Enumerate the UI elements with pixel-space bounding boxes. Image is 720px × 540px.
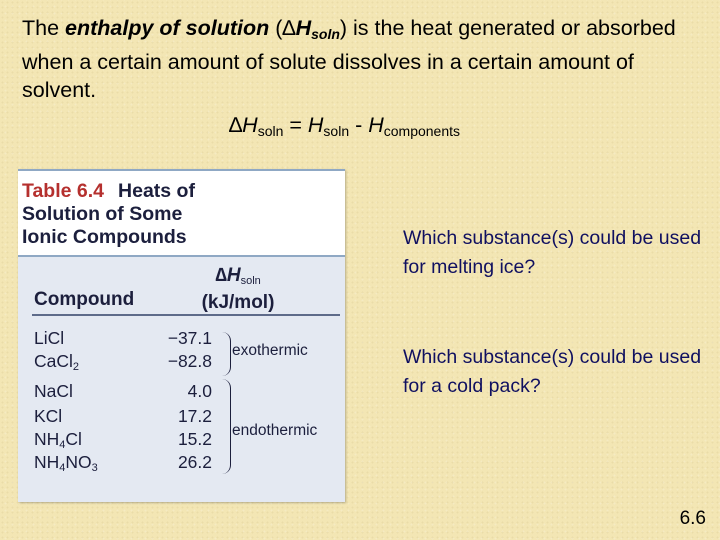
column-header-compound: Compound <box>34 289 135 310</box>
enthalpy-symbol: H <box>295 16 312 40</box>
intro-text-1: The <box>22 16 66 40</box>
formula-h2: H <box>307 113 324 137</box>
dh-subscript: soln <box>240 275 261 287</box>
formula-minus: - <box>349 113 369 137</box>
formula-sub3: components <box>383 123 461 139</box>
formula-h1: H <box>242 113 258 137</box>
formula-h3: H <box>368 113 384 137</box>
exothermic-label: exothermic <box>232 342 308 359</box>
compound-name: NaCl <box>34 381 73 401</box>
table-header <box>18 169 345 258</box>
compound-value: −82.8 <box>167 351 212 371</box>
compound-name: CaCl$_2$ <box>34 351 80 373</box>
formula-equals: = <box>283 113 308 137</box>
compound-name: KCl <box>34 406 63 426</box>
compound-value: 4.0 <box>187 381 212 401</box>
enthalpy-subscript: soln <box>311 26 340 42</box>
table-title-line1: Heats of <box>118 180 195 202</box>
page-number: 6.6 <box>679 508 706 529</box>
table-number: Table 6.4 <box>22 180 105 202</box>
question-melting-ice: Which substance(s) could be used for melting ice? <box>403 227 702 278</box>
table-row <box>18 381 345 404</box>
compound-value: 15.2 <box>177 429 212 449</box>
table-title-line2: Solution of Some <box>22 203 183 225</box>
intro-text-2: (∆ <box>269 16 296 40</box>
intro-text-3: ) is the heat generated or absorbed when a certain amount of solute dissolves in a certain amount of solvent. <box>22 16 676 102</box>
endothermic-label: endothermic <box>232 422 318 439</box>
compound-value: 26.2 <box>177 452 212 472</box>
compound-name: LiCl <box>34 328 65 348</box>
table-title-line3: Ionic Compounds <box>22 226 187 248</box>
formula-sub1: soln <box>257 123 284 139</box>
dh-unit: (kJ/mol) <box>201 292 275 313</box>
compound-value: −37.1 <box>167 328 212 348</box>
dh-delta: ∆ <box>215 265 227 286</box>
table-title <box>22 180 322 249</box>
column-header-dh <box>192 265 284 313</box>
compound-name: $NH_4NO_3$ <box>34 452 98 474</box>
formula-sub2: soln <box>323 123 350 139</box>
intro-paragraph <box>22 14 712 104</box>
header-rule <box>32 314 340 316</box>
heats-of-solution-table <box>18 169 345 502</box>
question-cold-pack: Which substance(s) could be used for a cold pack? <box>403 346 702 397</box>
formula-delta: ∆ <box>229 113 243 137</box>
table-row <box>18 452 345 475</box>
exothermic-bracket <box>222 332 231 376</box>
term-enthalpy-of-solution: enthalpy of solution <box>65 16 270 40</box>
compound-value: 17.2 <box>177 406 212 426</box>
endothermic-bracket <box>222 379 231 474</box>
enthalpy-formula <box>229 113 460 139</box>
dh-symbol: H <box>226 265 241 286</box>
compound-name: $NH_4Cl$ <box>34 429 82 451</box>
